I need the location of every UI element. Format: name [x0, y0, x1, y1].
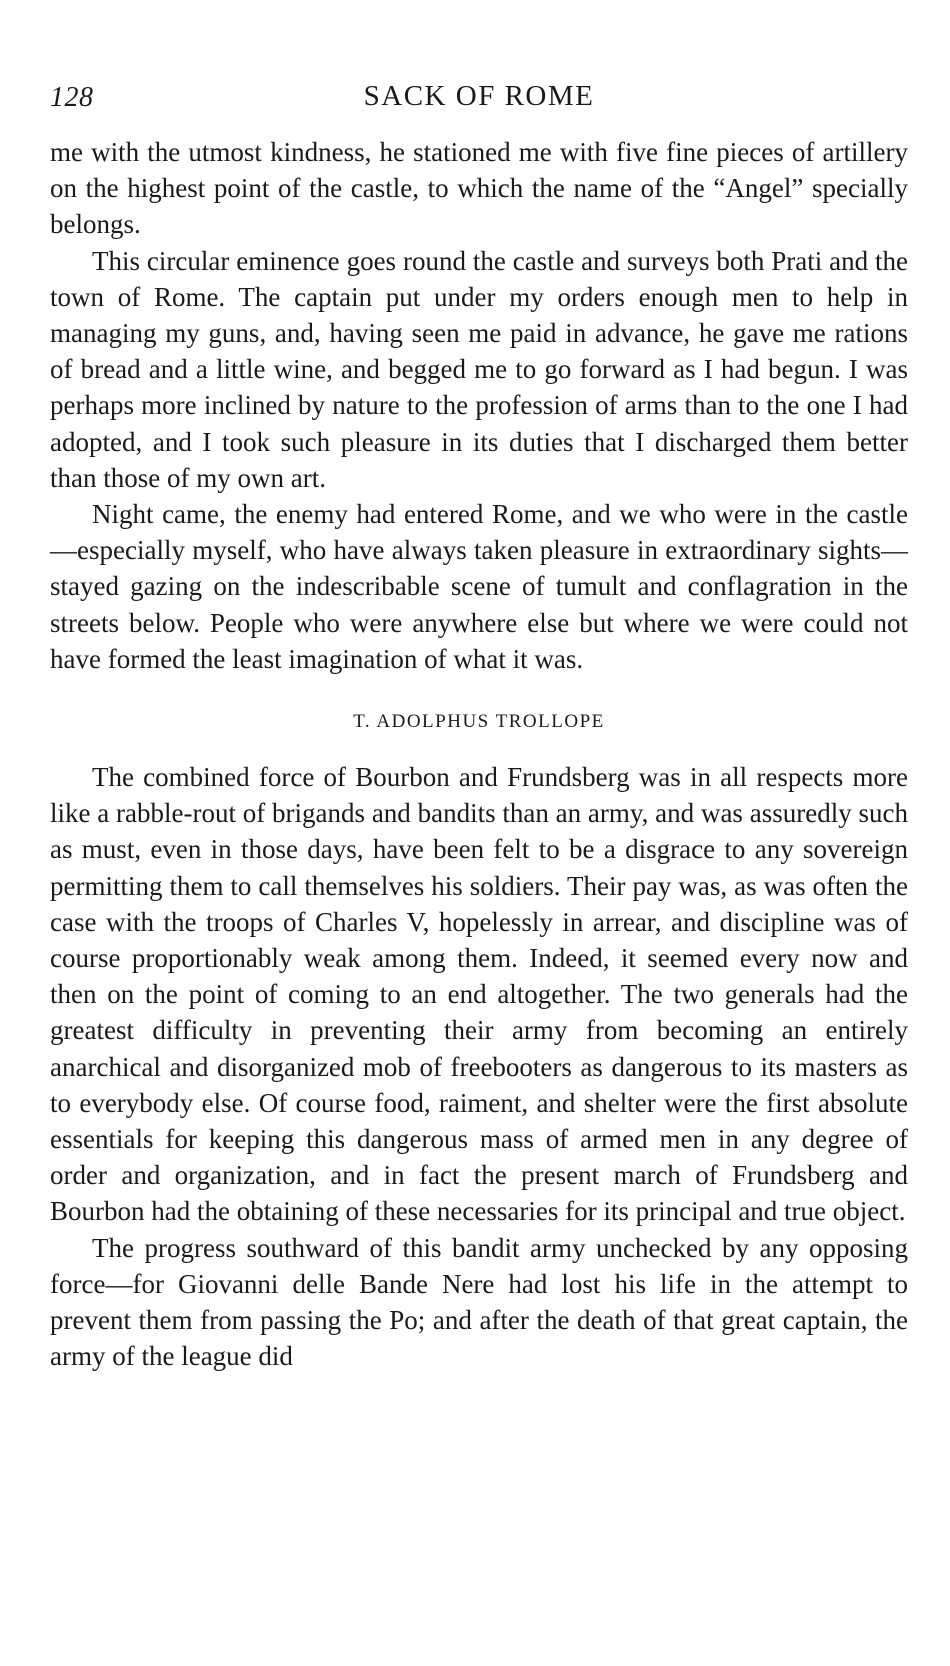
section-trollope-excerpt [50, 759, 908, 1374]
paragraph-2: This circular eminence goes round the castle and surveys both Prati and the town of Rome. The captain put under my orders enough men to help in managing my guns, and, having seen me paid in advance, he gave me rations of bread and a little wine, and begged me to go forward as I had begun. I was perhaps more inclined by nature to the profession of arms than to the one I had adopted, and I took such pleasure in its duties that I discharged them better than those of my own art. [50, 245, 908, 493]
running-title: SACK OF ROME [363, 80, 595, 112]
section-cellini-excerpt [50, 134, 908, 677]
page-header [50, 78, 908, 122]
paragraph-4: The combined force of Bourbon and Frundsberg was in all respects more like a rabble-rout of brigands and bandits than an army, and was assuredly such as must, even in those days, have been felt to be a disgrace to any sovereign permitting them to call themselves his soldiers. Their pay was, as was often the case with the troops of Charles V, hopelessly in arrear, and discipline was of course proportionably weak among them. Indeed, it seemed every now and then on the point of coming to an end altogether. The two generals had the greatest difficulty in preventing their army from becoming an entirely anarchical and disorganized mob of freebooters as dangerous to its masters as to everybody else. Of course food, raiment, and shelter were the first absolute essentials for keeping this dangerous mass of armed men in any degree of order and organization, and in fact the present march of Frundsberg and Bourbon had the obtaining of these necessaries for its principal and true object. [50, 762, 908, 1227]
section-heading-author: T. ADOLPHUS TROLLOPE [353, 711, 605, 733]
paragraph-1: me with the utmost kindness, he stationed me with five fine pieces of artillery on the highest point of the castle, to which the name of the “Angel” specially belongs. [50, 137, 908, 240]
book-page [50, 78, 908, 1375]
page-number: 128 [50, 82, 94, 113]
paragraph-3: Night came, the enemy had entered Rome, and we who were in the castle—especially myself, who have always taken pleasure in extraordinary sights—stayed gazing on the indescribable scene of tumult and conflagration in the streets below. People who were anywhere else but where we were could not have formed the least imagination of what it was. [50, 499, 908, 674]
paragraph-5: The progress southward of this bandit army unchecked by any opposing force—for Giovanni delle Bande Nere had lost his life in the attempt to prevent them from passing the Po; and after the death of that great captain, the army of the league did [50, 1232, 908, 1372]
